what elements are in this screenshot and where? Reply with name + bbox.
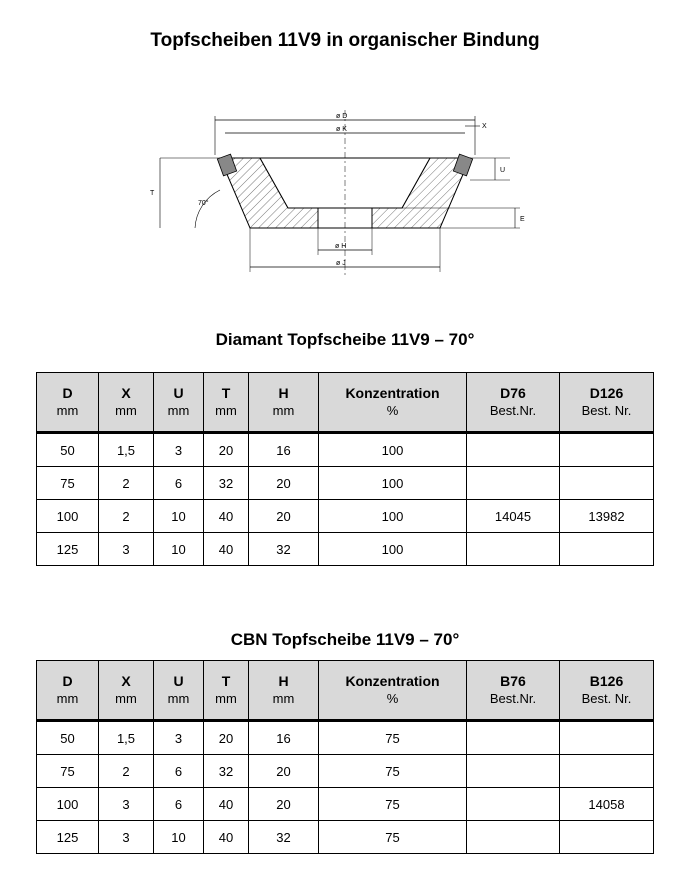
table-cell <box>467 788 560 821</box>
table-row <box>37 788 654 821</box>
label-t: T <box>150 190 155 197</box>
table-cell: 3 <box>154 721 204 755</box>
col-header-x: X mm <box>99 661 154 721</box>
table-row <box>37 821 654 854</box>
label-k: ø K <box>336 126 347 133</box>
table-cell <box>467 721 560 755</box>
table-cell: 10 <box>154 821 204 854</box>
table-cell: 20 <box>249 467 319 500</box>
col-header-d126: D126 Best. Nr. <box>560 373 654 433</box>
table-cell <box>467 467 560 500</box>
table-cell: 3 <box>99 821 154 854</box>
table-cell: 13982 <box>560 500 654 533</box>
table-cell: 100 <box>319 533 467 566</box>
label-e: E <box>520 216 525 223</box>
cup-wheel-drawing <box>140 100 560 280</box>
table-cell: 16 <box>249 433 319 467</box>
col-header-b126: B126 Best. Nr. <box>560 661 654 721</box>
table-cell: 100 <box>37 788 99 821</box>
table-cell: 1,5 <box>99 721 154 755</box>
table-cell: 75 <box>37 467 99 500</box>
col-header-konzentration: Konzentration % <box>319 661 467 721</box>
table-cell: 32 <box>204 467 249 500</box>
table-cell: 75 <box>319 821 467 854</box>
table-row <box>37 467 654 500</box>
table-cell: 75 <box>37 755 99 788</box>
table-cell: 2 <box>99 467 154 500</box>
label-x: X <box>482 123 487 130</box>
cbn-table <box>36 660 654 854</box>
table-cell: 14045 <box>467 500 560 533</box>
diamant-table <box>36 372 654 566</box>
dimension-x <box>465 123 487 130</box>
table-cell: 100 <box>319 467 467 500</box>
table-cell: 75 <box>319 788 467 821</box>
col-header-h: H mm <box>249 661 319 721</box>
table-cell: 10 <box>154 500 204 533</box>
table-cell: 40 <box>204 788 249 821</box>
col-header-t: T mm <box>204 373 249 433</box>
col-header-x: X mm <box>99 373 154 433</box>
col-header-d76: D76 Best.Nr. <box>467 373 560 433</box>
diamant-table-title: Diamant Topfscheibe 11V9 – 70° <box>215 330 475 349</box>
table-cell: 40 <box>204 500 249 533</box>
dimension-u <box>470 158 510 180</box>
table-header-row <box>37 373 654 433</box>
table-row <box>37 721 654 755</box>
table-cell: 20 <box>204 433 249 467</box>
col-header-u: U mm <box>154 661 204 721</box>
table-cell <box>560 467 654 500</box>
table-cell: 2 <box>99 500 154 533</box>
table-cell <box>467 533 560 566</box>
angle-marker <box>195 190 220 228</box>
table-cell: 3 <box>99 788 154 821</box>
table-header-row <box>37 661 654 721</box>
table-cell: 20 <box>249 500 319 533</box>
col-header-d: D mm <box>37 373 99 433</box>
col-header-konzentration: Konzentration % <box>319 373 467 433</box>
table-cell: 3 <box>154 433 204 467</box>
col-header-t: T mm <box>204 661 249 721</box>
col-header-d: D mm <box>37 661 99 721</box>
page-title: Topfscheiben 11V9 in organischer Bindung <box>150 30 540 51</box>
table-row <box>37 533 654 566</box>
table-cell: 100 <box>37 500 99 533</box>
table-cell: 32 <box>249 533 319 566</box>
table-cell: 125 <box>37 533 99 566</box>
table-cell <box>560 821 654 854</box>
table-cell: 16 <box>249 721 319 755</box>
table-cell <box>560 721 654 755</box>
table-cell: 1,5 <box>99 433 154 467</box>
table-cell <box>560 533 654 566</box>
table-cell: 32 <box>204 755 249 788</box>
table-cell: 125 <box>37 821 99 854</box>
table-cell: 50 <box>37 721 99 755</box>
table-cell: 20 <box>249 788 319 821</box>
table-cell: 14058 <box>560 788 654 821</box>
table-cell <box>467 755 560 788</box>
col-header-u: U mm <box>154 373 204 433</box>
table-cell: 3 <box>99 533 154 566</box>
label-j: ø J <box>336 260 346 267</box>
table-cell: 75 <box>319 721 467 755</box>
table-cell <box>560 433 654 467</box>
table-cell: 2 <box>99 755 154 788</box>
table-cell: 6 <box>154 788 204 821</box>
table-cell: 40 <box>204 821 249 854</box>
table-cell <box>467 433 560 467</box>
table-row <box>37 755 654 788</box>
table-row <box>37 433 654 467</box>
table-cell: 6 <box>154 755 204 788</box>
table-cell: 75 <box>319 755 467 788</box>
col-header-h: H mm <box>249 373 319 433</box>
table-cell <box>467 821 560 854</box>
label-d: ø D <box>336 113 348 120</box>
table-cell: 50 <box>37 433 99 467</box>
table-cell: 10 <box>154 533 204 566</box>
cbn-table-title: CBN Topfscheibe 11V9 – 70° <box>230 630 460 649</box>
label-u: U <box>500 167 506 174</box>
dimension-t <box>150 158 160 228</box>
table-cell <box>560 755 654 788</box>
label-angle: 70° <box>198 200 209 207</box>
table-cell: 100 <box>319 433 467 467</box>
table-cell: 100 <box>319 500 467 533</box>
table-cell: 40 <box>204 533 249 566</box>
table-cell: 32 <box>249 821 319 854</box>
table-cell: 20 <box>204 721 249 755</box>
table-cell: 6 <box>154 467 204 500</box>
table-cell: 20 <box>249 755 319 788</box>
col-header-b76: B76 Best.Nr. <box>467 661 560 721</box>
table-row <box>37 500 654 533</box>
label-h: ø H <box>335 243 347 250</box>
